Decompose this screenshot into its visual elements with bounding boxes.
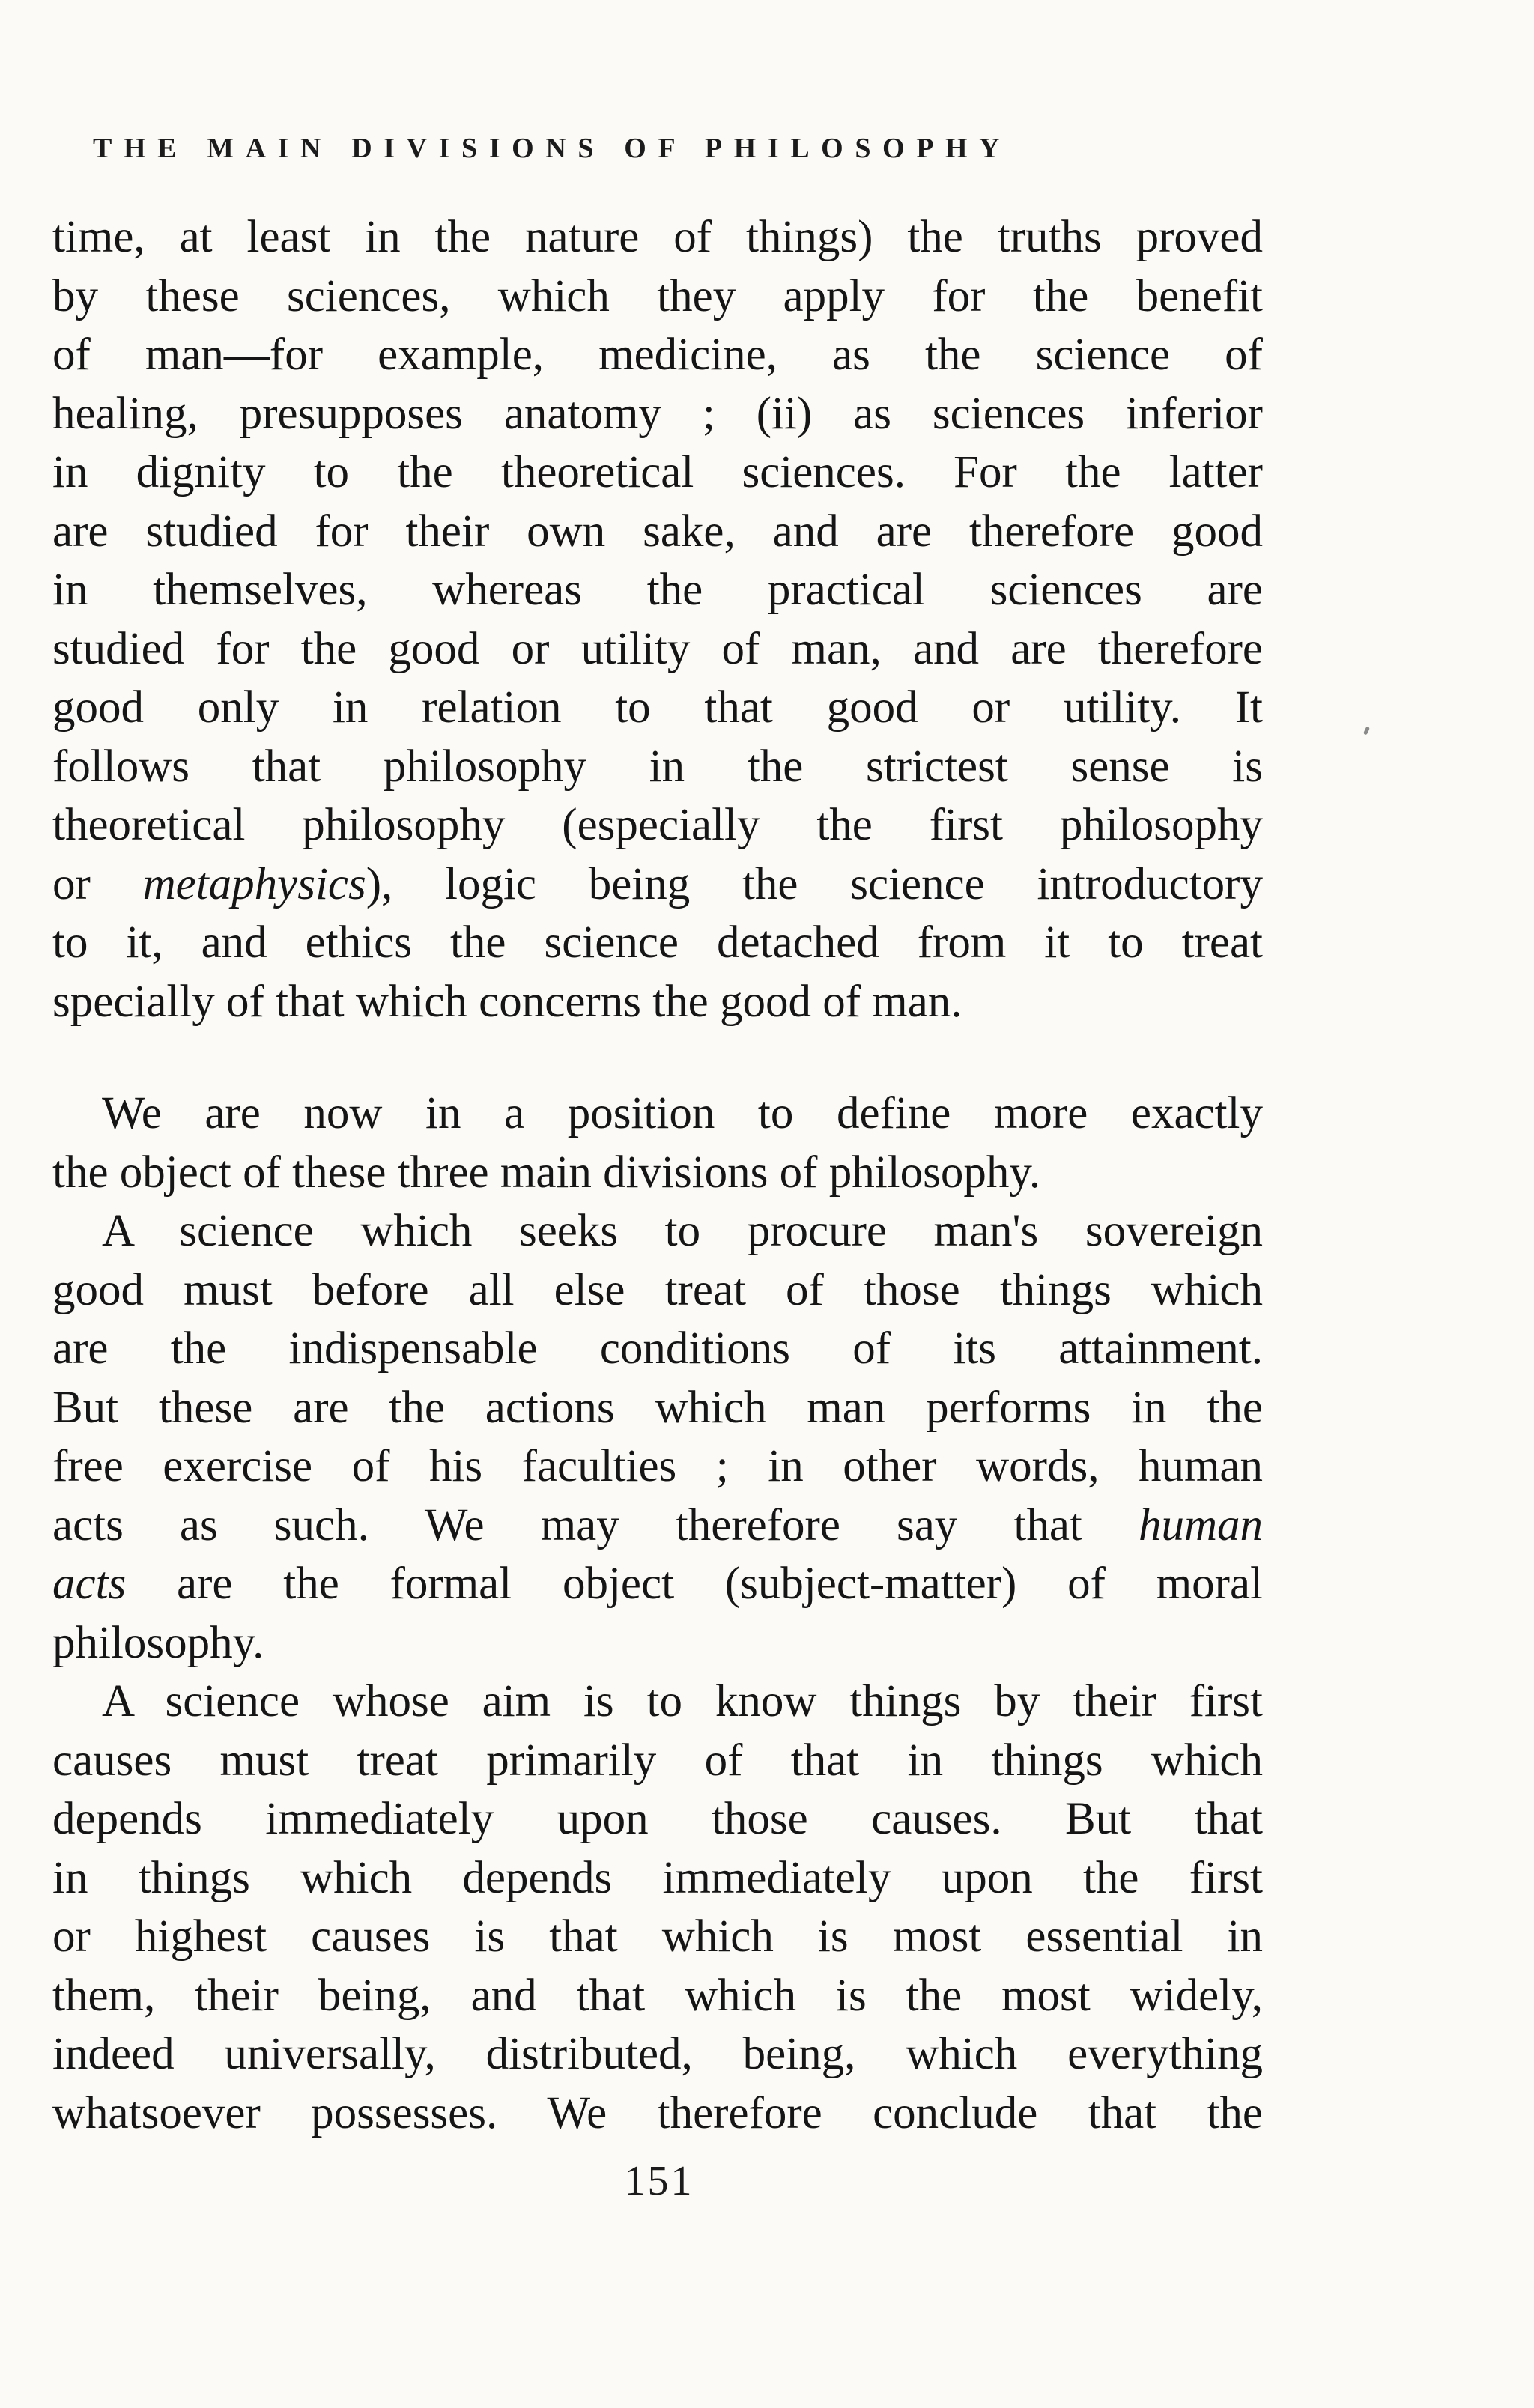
text-block-main	[52, 1085, 1263, 2143]
line-text-after: ), logic being the science introductory	[366, 858, 1263, 909]
line-text: are studied for their own sake, and are therefore good	[52, 506, 1263, 556]
text-line	[52, 1144, 1263, 1203]
line-text: or highest causes is that which is most essential in	[52, 1911, 1263, 1962]
text-line	[52, 1732, 1263, 1791]
text-line	[52, 1085, 1263, 1144]
text-line	[52, 1437, 1263, 1496]
line-text: healing, presupposes anatomy ; (ii) as sciences inferior	[52, 388, 1263, 439]
text-line	[52, 1555, 1263, 1614]
italic-term: acts	[52, 1559, 127, 1609]
text-line	[52, 1379, 1263, 1438]
line-text: studied for the good or utility of man, and are therefore	[52, 623, 1263, 674]
line-text: causes must treat primarily of that in things which	[52, 1735, 1263, 1786]
line-text: or	[52, 858, 143, 909]
line-text: acts as such. We may therefore say that	[52, 1499, 1139, 1550]
line-text: philosophy.	[52, 1617, 264, 1668]
line-text: But these are the actions which man performs in the	[52, 1382, 1263, 1433]
text-line	[52, 855, 1263, 915]
text-line	[52, 1908, 1263, 1967]
line-text: of man—for example, medicine, as the science of	[52, 330, 1263, 380]
text-line	[52, 796, 1263, 855]
line-text: time, at least in the nature of things) the truths proved	[52, 212, 1263, 262]
line-text: in themselves, whereas the practical sciences are	[52, 565, 1263, 615]
line-text: them, their being, and that which is the most widely,	[52, 1970, 1263, 2021]
line-text: We are now in a position to define more exactly	[102, 1088, 1263, 1138]
text-line	[52, 267, 1263, 327]
text-line	[52, 1320, 1263, 1379]
text-block-continuation	[52, 208, 1263, 1031]
line-text: A science which seeks to procure man's sovereign	[102, 1206, 1263, 1256]
text-line	[52, 738, 1263, 797]
text-line	[52, 1496, 1263, 1556]
line-text: are the indispensable conditions of its attainment.	[52, 1323, 1263, 1374]
text-line	[52, 1672, 1263, 1732]
text-line	[52, 443, 1263, 503]
text-line	[52, 561, 1263, 620]
text-line	[52, 208, 1263, 267]
line-text: to it, and ethics the science detached from it to treat	[52, 918, 1263, 968]
text-line	[52, 1849, 1263, 1908]
text-line	[52, 620, 1263, 679]
line-text-after: are the formal object (subject-matter) of moral	[126, 1559, 1263, 1609]
line-text: follows that philosophy in the strictest sense is	[52, 741, 1263, 792]
text-line	[52, 1202, 1263, 1261]
text-line	[52, 326, 1263, 385]
text-line	[52, 679, 1263, 738]
italic-term: metaphysics	[142, 858, 366, 909]
paper-speck	[1363, 726, 1370, 735]
text-line	[52, 2025, 1263, 2084]
line-text: good must before all else treat of those things which	[52, 1264, 1263, 1315]
line-text: indeed universally, distributed, being, which everything	[52, 2029, 1263, 2079]
line-text: the object of these three main divisions of philosophy.	[52, 1147, 1041, 1198]
text-line	[52, 1967, 1263, 2026]
text-line	[52, 1614, 1263, 1673]
page-number: 151	[624, 2158, 694, 2204]
text-line	[52, 2084, 1263, 2144]
text-line	[52, 1261, 1263, 1320]
text-line	[52, 503, 1263, 562]
text-line	[52, 385, 1263, 444]
line-text: free exercise of his faculties ; in other words, human	[52, 1441, 1263, 1491]
line-text: A science whose aim is to know things by their first	[102, 1676, 1263, 1726]
line-text: good only in relation to that good or utility. It	[52, 682, 1263, 733]
text-line	[52, 914, 1263, 973]
line-text: depends immediately upon those causes. But that	[52, 1794, 1263, 1844]
italic-term: human	[1138, 1499, 1263, 1550]
line-text: whatsoever possesses. We therefore conclude that the	[52, 2087, 1263, 2138]
running-head: THE MAIN DIVISIONS OF PHILOSOPHY	[93, 133, 1012, 164]
text-line	[52, 973, 1263, 1032]
line-text: theoretical philosophy (especially the first philosophy	[52, 800, 1263, 850]
line-text: in dignity to the theoretical sciences. For the latter	[52, 447, 1263, 497]
line-text: specially of that which concerns the good of man.	[52, 976, 962, 1027]
line-text: by these sciences, which they apply for the benefit	[52, 270, 1263, 321]
text-line	[52, 1790, 1263, 1849]
line-text: in things which depends immediately upon the first	[52, 1852, 1263, 1903]
